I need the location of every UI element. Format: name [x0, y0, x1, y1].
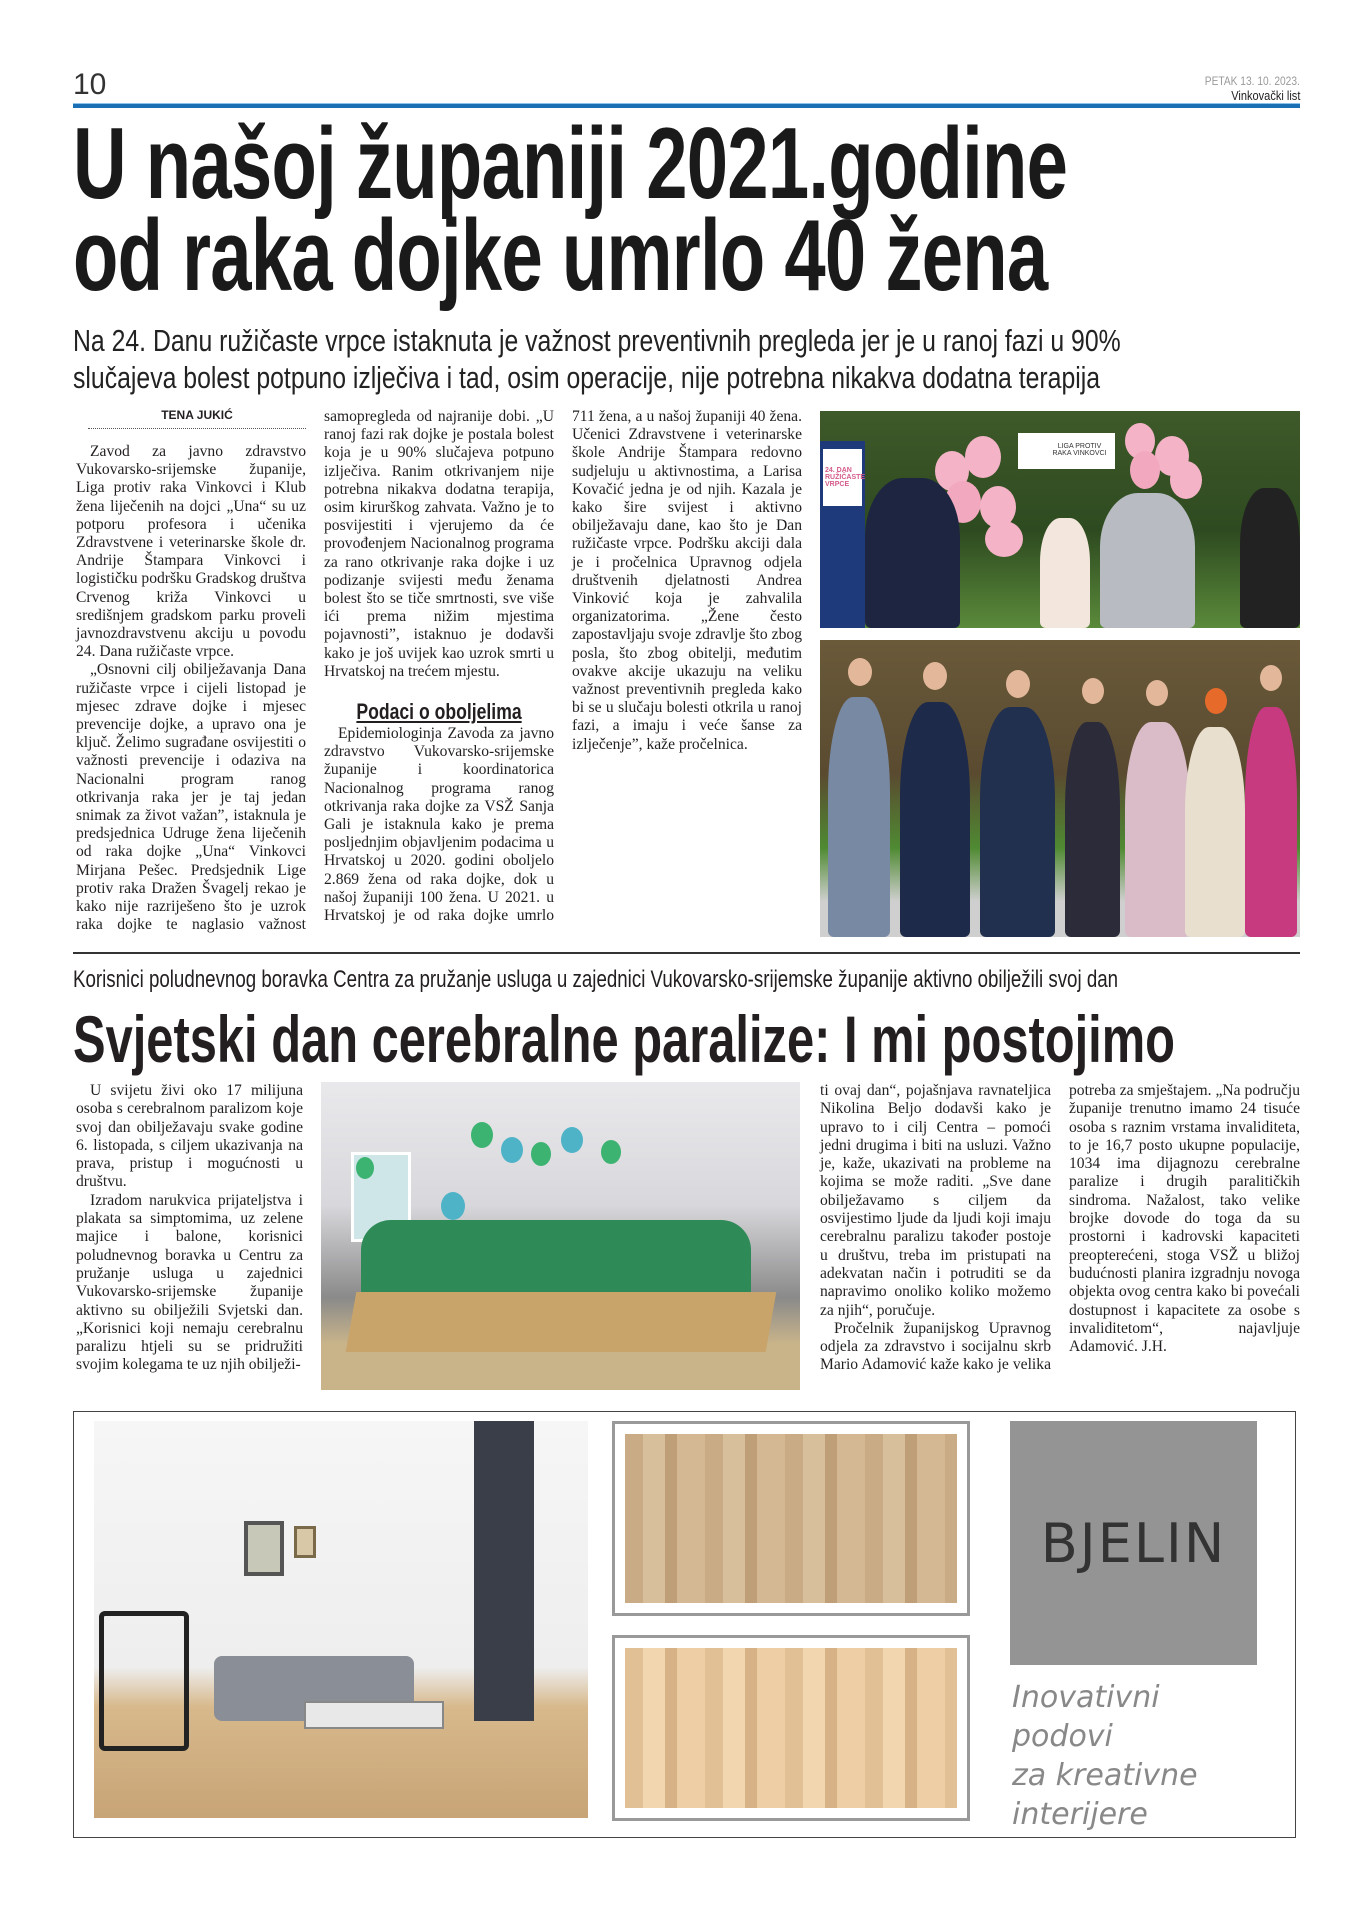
headline-line-2: od raka dojke umrlo 40 žena — [73, 200, 1048, 312]
ad-tagline — [1012, 1678, 1198, 1834]
tagline-line: podovi — [1012, 1719, 1113, 1754]
ad-floor-photo-1 — [612, 1421, 970, 1616]
article2-headline: Svjetski dan cerebralne paralize: I mi postojimo — [73, 1002, 1175, 1076]
photo-pink-ribbon-stand — [820, 411, 1300, 628]
paragraph: ti ovaj dan“, pojašnjava ravnateljica Nikolina Beljo dodavši kako je upravo to i cilj Centra – pomoći jedni drugima i biti na usluzi. Važno je, kaže, ukazivati na probleme na kojima se može raditi. „Sve dane obilježavamo s ciljem da osvijestimo ljude da ljudi koji imaju cerebralnu paralizu također postoje u društvu, treba im pristupati na adekvatan način i potruditi se da napravimo onoliko koliko možemo za njih“, poručuje. — [820, 1082, 1051, 1319]
paragraph: Zavod za javno zdravstvo Vukovarsko-srijemske županije, Liga protiv raka Vinkovci i Klub žena liječenih na dojci „Una“ su uz potporu profesora i učenika Zdravstvene i veterinarske škole dr. Andrije Štampara Vinkovci i logističku podršku Gradskog društva Crvenog križa Vinkovci u središnjem gradskom parku proveli javnozdravstvenu akciju u povodu 24. Dana ružičaste vrpce. — [76, 443, 306, 661]
headline-line-1: U našoj županiji 2021.godine — [73, 108, 1068, 220]
stand-sign: LIGA PROTIV RAKA VINKOVCI — [1018, 433, 1115, 469]
tagline-line: Inovativni — [1012, 1680, 1160, 1715]
article1-body — [76, 408, 802, 938]
paragraph: U svijetu živi oko 17 milijuna osoba s cerebralnom paralizom koje svoj dan obilježavaju svake godine 6. listopada, s ciljem ukazivanja na prava, pristup i mogućnosti u društvu. — [76, 1082, 303, 1191]
deck-line-2: slučajeva bolest potpuno izlječiva i tad, osim operacije, nije potrebna nikakva dodatna terapija — [73, 360, 1101, 395]
poster-board — [820, 441, 865, 628]
page-number: 10 — [73, 68, 107, 101]
deck-line-1: Na 24. Danu ružičaste vrpce istaknuta je važnost preventivnih pregleda jer je u ranoj fazi u 90% — [73, 323, 1121, 358]
newspaper-name: Vinkovački list — [1230, 88, 1300, 103]
byline: TENA JUKIĆ — [88, 408, 306, 429]
tagline-line: za kreativne — [1012, 1758, 1198, 1793]
article2-kicker: Korisnici poludnevnog boravka Centra za pružanje usluga u zajednici Vukovarsko-srijemske županije aktivno obilježili svoj dan — [73, 966, 1119, 993]
ad-interior-photo — [94, 1421, 588, 1818]
paragraph: „Osnovni cilj obilježavanja Dana ružičaste vrpce i cijeli listopad je mjesec zdrave dojke i mjesec prevencije dojke, a upravo ona je ključ. Želimo sugrađane osvijestiti o važnosti prevencije i odaziva na Nacionalni program ranog otkrivanja raka jer je taj jedan snimak za život važan”, istaknula je predsjednica Udruge žena liječenih od raka dojke „Una“ Vinkovci Mirjana Pešec. Predsjednik Lige protiv raka Dražen Švagelj rekao je kako nije razriješeno što je uzrok raka dojke te naglasio važnost samopregleda od najranije dobi. „U ranoj fazi rak dojke je postala bolest koja je u 90% slučajeva potpuno izlječiva. Ranim otkrivanjem nije potrebna nikakva dodatna terapija, osim kirurškog zahvata. Važno je to posvijestiti i vjerujemo da će provođenjem Nacionalnog programa za rano otkrivanje raka dojke i uz podizanje svijesti među ženama bolest što se tiče smrtnosti, sve više ići prema nižim mjestima pojavnosti”, istaknuo je dodavši kako je još uvijek kao uzrok smrti u Hrvatskoj na trećem mjestu. — [76, 408, 554, 934]
photo-group-of-officials — [820, 640, 1300, 937]
poster-text: 24. DAN RUŽIČASTE VRPCE — [823, 449, 862, 506]
subheading: Podaci o oboljelima — [356, 699, 522, 725]
ad-floor-photo-2 — [612, 1635, 970, 1821]
section-divider — [73, 952, 1300, 954]
paragraph: Epidemiologinja Zavoda za javno zdravstvo Vukovarsko-srijemske županije i koordinatorica Nacionalnog programa ranog otkrivanja raka dojke za VSŽ Sanja Gali je istaknula kako je prema posljednjim objavljenim podacima u Hrvatskoj u 2020. godini oboljelo 2.869 žena od raka dojke, dok u našoj županiji 100 žena. U 2021. u Hrvatskoj je od raka dojke umrlo 711 žena, a u našoj županiji 40 žena. Učenici Zdravstvene i veterinarske škole Andrije Štampara redovno sudjeluju u aktivnostima, a Larisa Kovačić jedna je od njih. Kazala je kako šire svijest i aktivno obilježavaju dane, kao što je Dan ružičaste vrpce. Podršku akciji dala je i pročelnica Upravnog odjela društvenih djelatnosti Andrea Vinković koja je zahvalila organizatorima. „Žene često zapostavljaju svoje zdravlje što zbog posla, što zbog obitelji, međutim ovakve akcije ukazuju na veliku važnost preventivnih pregleda kako bi se u slučaju bolesti otkrila u ranoj fazi, a imaju i veće šanse za izlječenje”, kaže pročelnica. — [324, 408, 802, 925]
photo-cerebral-palsy-day-group — [321, 1082, 800, 1390]
article2-col1 — [76, 1082, 303, 1375]
bjelin-logo: BJELIN — [1010, 1421, 1257, 1665]
paragraph: Pročelnik županijskog Upravnog odjela za zdravstvo i socijalnu skrb Mario Adamović kaže kako je velika potreba za smještajem. „Na području županije trenutno imamo 24 tisuće osoba s raznim vrstama invaliditeta, to je 16,7 posto ukupne populacije, 1034 ima dijagnozu cerebralne paralize i drugih paralitičkih sindroma. Nažalost, tako velike brojke dovode do toga da su prostorni i kadrovski kapaciteti preopterećeni, stoga VSŽ u bližoj budućnosti planira izgradnju novoga objekta ovog centra kako bi povećali dostupnost i kapacitete za osobe s invaliditetom“, najavljuje Adamović. J.H. — [820, 1082, 1300, 1374]
issue-date: PETAK 13. 10. 2023. — [1204, 74, 1300, 88]
tagline-line: interijere — [1012, 1797, 1148, 1832]
article2-col2 — [820, 1082, 1300, 1392]
paragraph: Izradom narukvica prijateljstva i plakata sa simptomima, uz zelene majice i balone, korisnici poludnevnog boravka u Centru za pružanje usluga u zajednici Vukovarsko-srijemske županije aktivno su obilježili Svjetski dan. „Korisnici koji nemaju cerebralnu paralizu htjeli su se pridružiti svojim kolegama te uz njih obilježi- — [76, 1191, 303, 1374]
